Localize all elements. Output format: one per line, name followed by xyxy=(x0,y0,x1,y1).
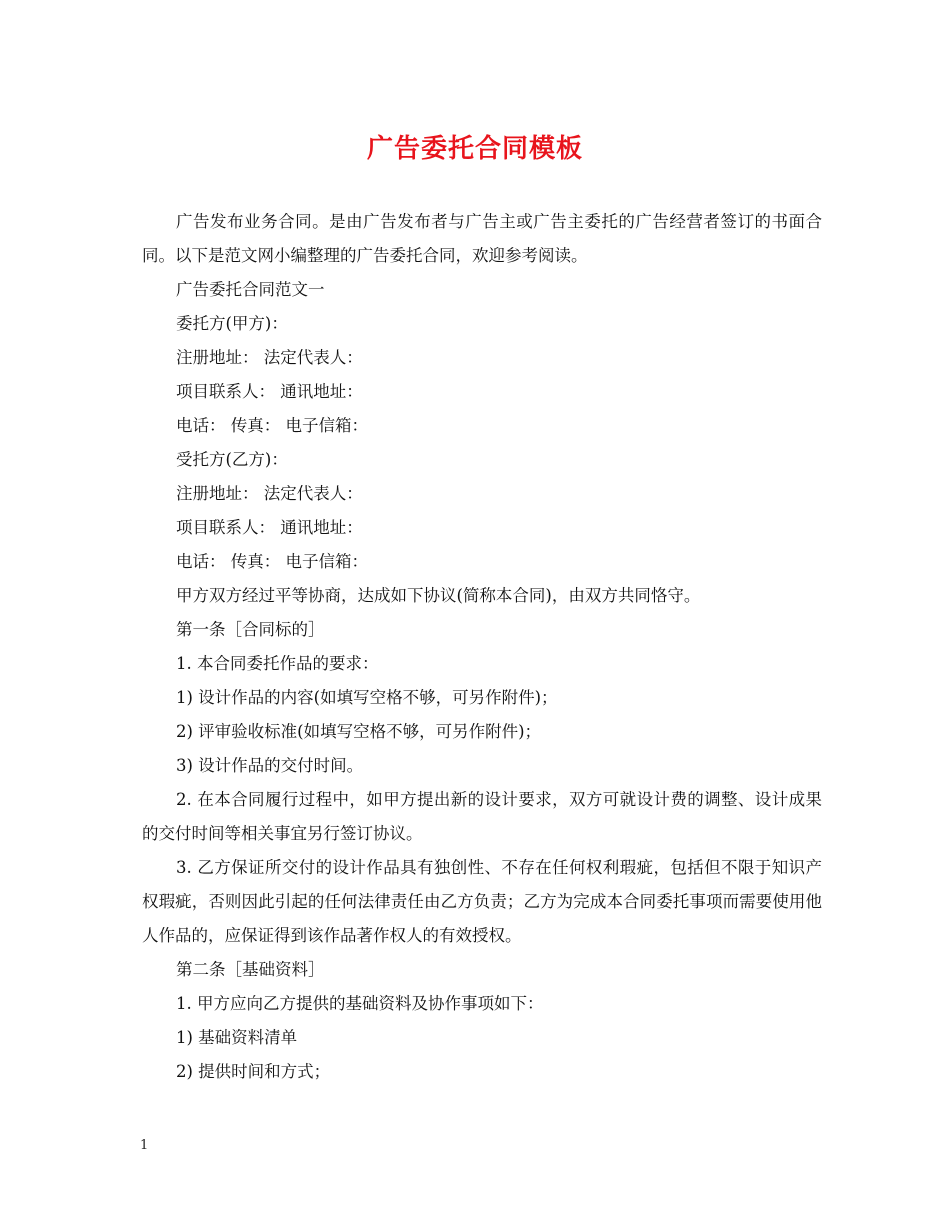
article-2-item-1: 1. 甲方应向乙方提供的基础资料及协作事项如下： xyxy=(176,994,544,1013)
document-title: 广告委托合同模板 xyxy=(366,134,583,164)
party-a-phone-line: 电话： 传真： 电子信箱： xyxy=(176,416,368,435)
party-b-phone-line: 电话： 传真： 电子信箱： xyxy=(176,552,368,571)
page-number: 1 xyxy=(140,1138,149,1153)
sample-heading: 广告委托合同范文一 xyxy=(176,280,325,299)
article-1-item-3: 3. 乙方保证所交付的设计作品具有独创性、不存在任何权利瑕疵，包括但不限于知识产权瑕疵，否则因此引起的任何法律责任由乙方负责；乙方为完成本合同委托事项而需要使用他人作品的，应保证得到该作品著作权人的有效授权。 xyxy=(142,858,822,945)
article-1-heading: 第一条［合同标的］ xyxy=(176,620,325,639)
article-2-subitem-2: 2) 提供时间和方式； xyxy=(176,1062,331,1081)
article-2-heading: 第二条［基础资料］ xyxy=(176,960,325,979)
article-1-subitem-2: 2) 评审验收标准(如填写空格不够，可另作附件)； xyxy=(176,722,542,741)
party-a-heading: 委托方(甲方)： xyxy=(176,314,288,333)
article-1-item-1: 1. 本合同委托作品的要求： xyxy=(176,654,379,673)
article-1-item-2: 2. 在本合同履行过程中，如甲方提出新的设计要求，双方可就设计费的调整、设计成果的交付时间等相关事宜另行签订协议。 xyxy=(142,790,822,843)
document-body xyxy=(142,205,822,1089)
party-a-contact-line: 项目联系人： 通讯地址： xyxy=(176,382,363,401)
article-1-subitem-3: 3) 设计作品的交付时间。 xyxy=(176,756,364,775)
agreement-statement: 甲方双方经过平等协商，达成如下协议(简称本合同)，由双方共同恪守。 xyxy=(176,586,701,605)
article-2-subitem-1: 1) 基础资料清单 xyxy=(176,1028,298,1047)
intro-paragraph: 广告发布业务合同。是由广告发布者与广告主或广告主委托的广告经营者签订的书面合同。以下是范文网小编整理的广告委托合同，欢迎参考阅读。 xyxy=(142,212,822,265)
party-b-contact-line: 项目联系人： 通讯地址： xyxy=(176,518,363,537)
party-b-heading: 受托方(乙方)： xyxy=(176,450,288,469)
party-a-address-line: 注册地址： 法定代表人： xyxy=(176,348,363,367)
party-b-address-line: 注册地址： 法定代表人： xyxy=(176,484,363,503)
article-1-subitem-1: 1) 设计作品的内容(如填写空格不够，可另作附件)； xyxy=(176,688,558,707)
